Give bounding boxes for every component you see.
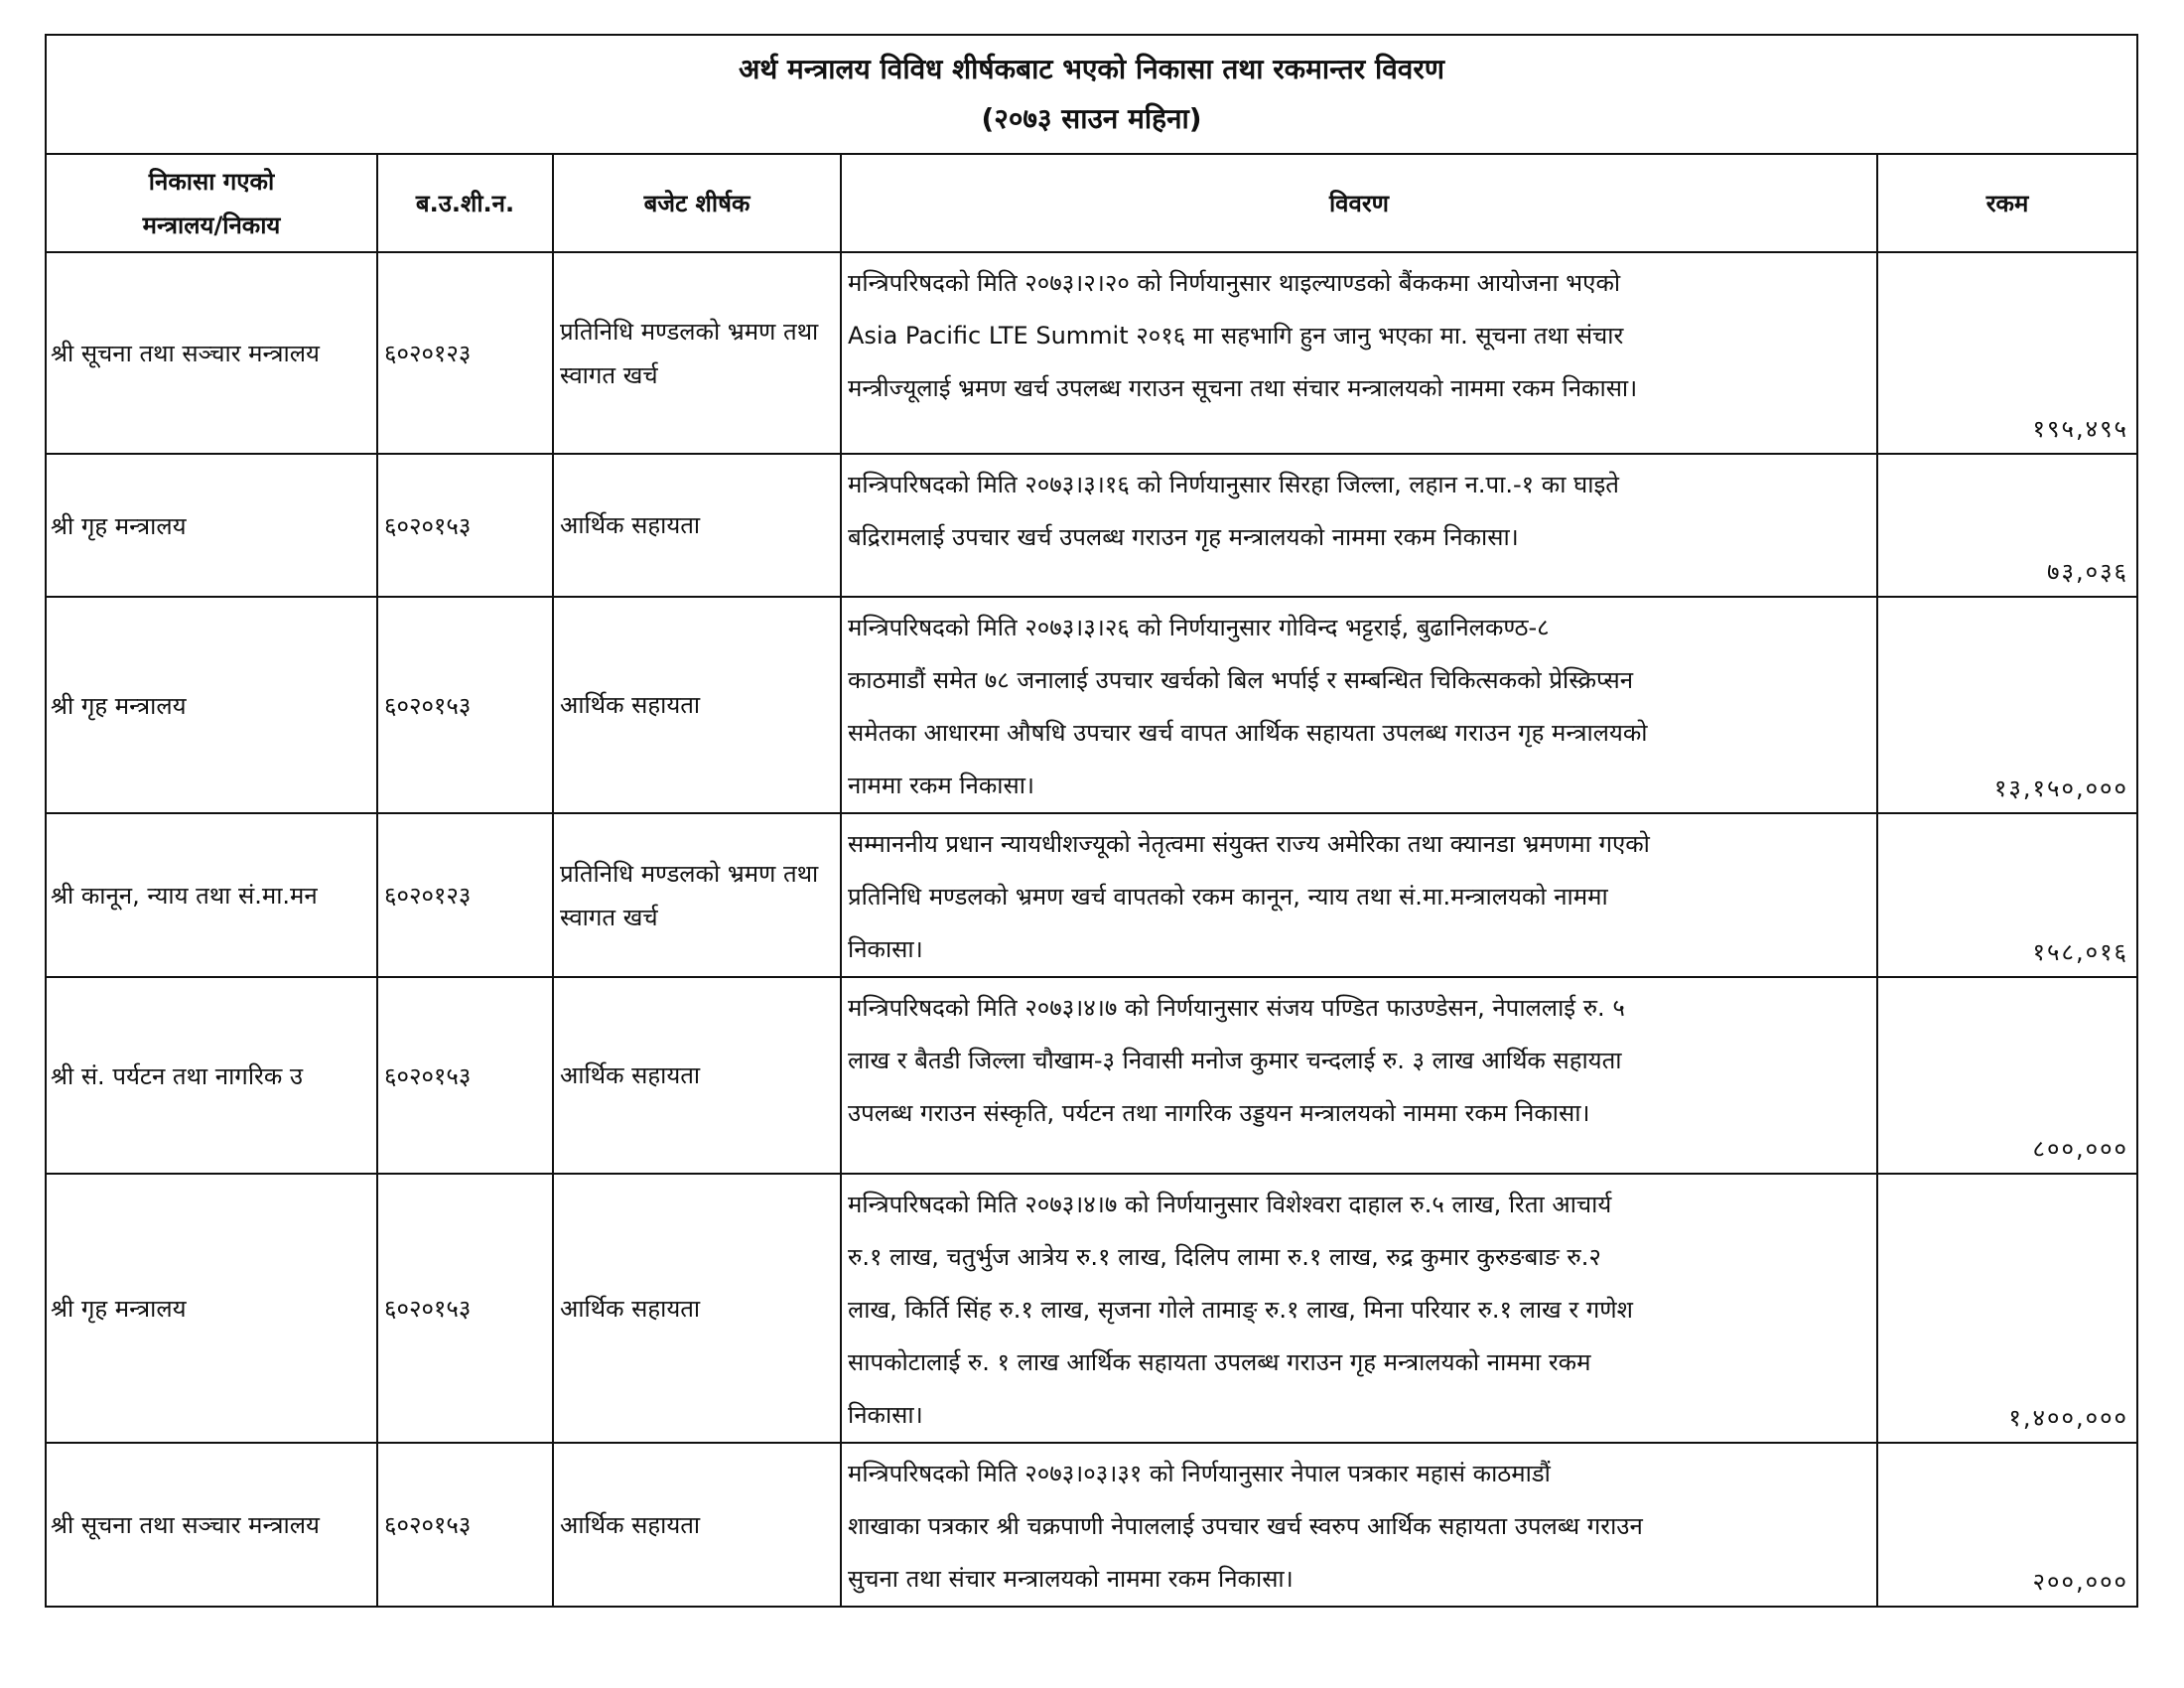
description-cell: मन्त्रिपरिषदको मिति २०७३।३।२६ को निर्णयानुसार गोविन्द भट्टराई, बुढानिलकण्ठ-८ काठमाडौं समेत ७८ जनालाई उपचार खर्चको बिल भर्पाई र सम्बन्धित चिकित्सकको प्रेस्क्रिप्सन समेतका आधारमा औषधि उपचार खर्च वापत आर्थिक सहायता उपलब्ध गराउन गृह मन्त्रालयको नाममा रकम निकासा। — [841, 597, 1877, 813]
title-row — [46, 35, 2137, 154]
page-title: अर्थ मन्त्रालय विविध शीर्षकबाट भएको निकासा तथा रकमान्तर विवरण — [738, 53, 1445, 85]
code-cell: ६०२०१५३ — [377, 454, 553, 597]
code-cell: ६०२०१५३ — [377, 977, 553, 1174]
column-header-code: ब.उ.शी.न. — [377, 154, 553, 252]
description-cell: मन्त्रिपरिषदको मिति २०७३।२।२० को निर्णयानुसार थाइल्याण्डको बैंककमा आयोजना भएको Asia Pacific LTE Summit २०१६ मा सहभागि हुन जानु भएका मा. सूचना तथा संचार मन्त्रीज्यूलाई भ्रमण खर्च उपलब्ध गराउन सूचना तथा संचार मन्त्रालयको नाममा रकम निकासा। — [841, 252, 1877, 454]
budget-head-cell: प्रतिनिधि मण्डलको भ्रमण तथा स्वागत खर्च — [553, 813, 841, 977]
table-row — [46, 252, 2137, 454]
description-cell: मन्त्रिपरिषदको मिति २०७३।४।७ को निर्णयानुसार विशेश्वरा दाहाल रु.५ लाख, रिता आचार्य रु.१ लाख, चतुर्भुज आत्रेय रु.१ लाख, दिलिप लामा रु.१ लाख, रुद्र कुमार कुरुङबाङ रु.२ लाख, किर्ति सिंह रु.१ लाख, सृजना गोले तामाङ् रु.१ लाख, मिना परियार रु.१ लाख र गणेश सापकोटालाई रु. १ लाख आर्थिक सहायता उपलब्ध गराउन गृह मन्त्रालयको नाममा रकम निकासा। — [841, 1174, 1877, 1443]
code-cell: ६०२०१५३ — [377, 597, 553, 813]
column-header-description: विवरण — [841, 154, 1877, 252]
budget-head-cell: आर्थिक सहायता — [553, 597, 841, 813]
amount-cell: ८००,००० — [1877, 977, 2137, 1174]
code-cell: ६०२०१५३ — [377, 1174, 553, 1443]
description-cell: मन्त्रिपरिषदको मिति २०७३।०३।३१ को निर्णयानुसार नेपाल पत्रकार महासं काठमाडौं शाखाका पत्रकार श्री चक्रपाणी नेपाललाई उपचार खर्च स्वरुप आर्थिक सहायता उपलब्ध गराउन सुचना तथा संचार मन्त्रालयको नाममा रकम निकासा। — [841, 1443, 1877, 1607]
header-row — [46, 154, 2137, 252]
office-cell: श्री गृह मन्त्रालय — [46, 597, 377, 813]
amount-cell: १,४००,००० — [1877, 1174, 2137, 1443]
amount-cell: १३,१५०,००० — [1877, 597, 2137, 813]
budget-head-cell: प्रतिनिधि मण्डलको भ्रमण तथा स्वागत खर्च — [553, 252, 841, 454]
budget-head-cell: आर्थिक सहायता — [553, 1443, 841, 1607]
title-cell — [46, 35, 2137, 154]
release-table — [45, 34, 2138, 1608]
code-cell: ६०२०१२३ — [377, 252, 553, 454]
budget-head-cell: आर्थिक सहायता — [553, 977, 841, 1174]
office-cell: श्री गृह मन्त्रालय — [46, 454, 377, 597]
budget-head-cell: आर्थिक सहायता — [553, 454, 841, 597]
table-row — [46, 977, 2137, 1174]
amount-cell: १५८,०१६ — [1877, 813, 2137, 977]
table-row — [46, 1443, 2137, 1607]
office-cell: श्री सूचना तथा सञ्चार मन्त्रालय — [46, 252, 377, 454]
amount-cell: २००,००० — [1877, 1443, 2137, 1607]
code-cell: ६०२०१५३ — [377, 1443, 553, 1607]
office-cell: श्री गृह मन्त्रालय — [46, 1174, 377, 1443]
table-row — [46, 813, 2137, 977]
description-cell: मन्त्रिपरिषदको मिति २०७३।३।१६ को निर्णयानुसार सिरहा जिल्ला, लहान न.पा.-१ का घाइते बद्रिरामलाई उपचार खर्च उपलब्ध गराउन गृह मन्त्रालयको नाममा रकम निकासा। — [841, 454, 1877, 597]
office-cell: श्री सं. पर्यटन तथा नागरिक उ — [46, 977, 377, 1174]
column-header-amount: रकम — [1877, 154, 2137, 252]
office-cell: श्री सूचना तथा सञ्चार मन्त्रालय — [46, 1443, 377, 1607]
table-row — [46, 454, 2137, 597]
budget-head-cell: आर्थिक सहायता — [553, 1174, 841, 1443]
page-subtitle: (२०७३ साउन महिना) — [981, 102, 1202, 135]
amount-cell: ७३,०३६ — [1877, 454, 2137, 597]
column-header-budget-head: बजेट शीर्षक — [553, 154, 841, 252]
code-cell: ६०२०१२३ — [377, 813, 553, 977]
table-row — [46, 597, 2137, 813]
amount-cell: १९५,४९५ — [1877, 252, 2137, 454]
description-cell: सम्माननीय प्रधान न्यायधीशज्यूको नेतृत्वमा संयुक्त राज्य अमेरिका तथा क्यानडा भ्रमणमा गएको प्रतिनिधि मण्डलको भ्रमण खर्च वापतको रकम कानून, न्याय तथा सं.मा.मन्त्रालयको नाममा निकासा। — [841, 813, 1877, 977]
office-cell: श्री कानून, न्याय तथा सं.मा.मन — [46, 813, 377, 977]
column-header-office: निकासा गएको मन्त्रालय/निकाय — [46, 154, 377, 252]
description-cell: मन्त्रिपरिषदको मिति २०७३।४।७ को निर्णयानुसार संजय पण्डित फाउण्डेसन, नेपाललाई रु. ५ लाख र बैतडी जिल्ला चौखाम-३ निवासी मनोज कुमार चन्दलाई रु. ३ लाख आर्थिक सहायता उपलब्ध गराउन संस्कृति, पर्यटन तथा नागरिक उड्डयन मन्त्रालयको नाममा रकम निकासा। — [841, 977, 1877, 1174]
table-row — [46, 1174, 2137, 1443]
